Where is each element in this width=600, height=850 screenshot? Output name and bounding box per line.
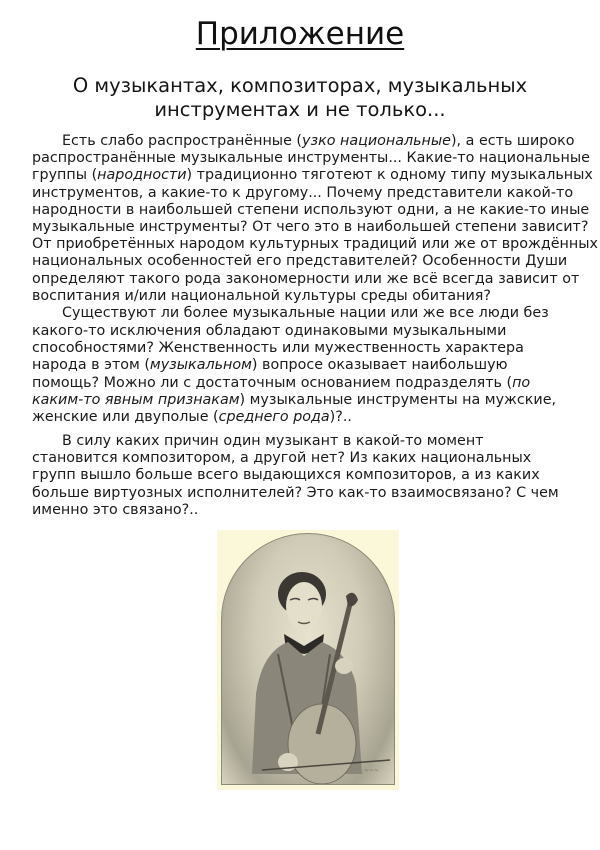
text-line bbox=[32, 253, 592, 270]
text-segment: Существуют ли более музыкальные нации или же все люди без bbox=[62, 305, 549, 322]
text-segment: В силу каких причин один музыкант в какой-то момент bbox=[62, 433, 484, 449]
italic-text: народности bbox=[97, 167, 187, 184]
text-segment: инструментов, а какие-то к другому... Почему представители какой-то bbox=[32, 184, 574, 201]
text-line bbox=[32, 409, 592, 426]
text-line bbox=[32, 150, 592, 167]
subtitle-line: О музыкантах, композиторах, музыкальных bbox=[72, 74, 528, 97]
text-line bbox=[32, 271, 592, 288]
text-segment: групп вышло больше всего выдающихся композиторов, а из каких bbox=[32, 467, 540, 484]
text-segment: способностями? Женственность или мужественность характера bbox=[32, 340, 524, 357]
text-segment: определяют такого рода закономерности или же всё всегда зависит от bbox=[32, 270, 580, 287]
italic-text: музыкальном bbox=[149, 357, 252, 374]
cellist-drawing-icon bbox=[222, 534, 395, 785]
text-line bbox=[32, 467, 592, 484]
text-line bbox=[32, 357, 592, 374]
portrait-arch-frame bbox=[221, 533, 395, 785]
text-segment: народа в этом ( bbox=[32, 357, 150, 374]
text-segment: Есть слабо распространённые ( bbox=[62, 133, 302, 149]
text-line bbox=[32, 450, 592, 467]
text-line bbox=[32, 323, 592, 340]
italic-text: среднего рода bbox=[218, 409, 330, 426]
italic-text: узко национальные bbox=[302, 133, 451, 149]
text-line bbox=[32, 202, 592, 219]
text-segment: ) вопросе оказывает наибольшую bbox=[251, 357, 508, 374]
svg-text:~~~: ~~~ bbox=[364, 767, 380, 774]
page-title: Приложение bbox=[195, 16, 405, 52]
text-line bbox=[32, 288, 592, 305]
text-segment: От приобретённых народом культурных традиций или же от врождённых bbox=[32, 236, 599, 253]
text-segment: ), а есть широко bbox=[450, 133, 575, 149]
text-segment: национальных особенностей его представителей? Особенности Души bbox=[32, 253, 568, 270]
text-segment: распространённые музыкальные инструменты... Какие-то национальные bbox=[32, 150, 590, 167]
text-line bbox=[32, 392, 592, 409]
text-line bbox=[32, 133, 592, 150]
text-segment: помощь? Можно ли с достаточным основанием подразделять ( bbox=[32, 374, 513, 391]
text-line bbox=[32, 236, 599, 253]
text-line bbox=[32, 375, 592, 392]
text-line bbox=[32, 485, 592, 502]
text-segment: народности в наибольшей степени используют одни, а не какие-то иные bbox=[32, 201, 590, 218]
text-segment: именно это связано?.. bbox=[32, 501, 199, 518]
text-line bbox=[32, 502, 592, 519]
subtitle-line: инструментах и не только... bbox=[154, 98, 446, 121]
text-segment: музыкальные инструменты? От чего это в наибольшей степени зависит? bbox=[32, 219, 589, 236]
italic-text: каким-то явным признакам bbox=[32, 391, 240, 408]
text-line bbox=[32, 167, 592, 184]
text-line bbox=[32, 340, 592, 357]
text-line bbox=[32, 219, 592, 236]
paragraph-1 bbox=[32, 133, 599, 322]
text-line bbox=[32, 305, 592, 322]
page-subtitle bbox=[0, 74, 600, 122]
italic-text: по bbox=[512, 374, 531, 391]
paragraph-3 bbox=[32, 433, 592, 519]
text-segment: воспитания и/или национальной культуры среды обитания? bbox=[32, 287, 491, 304]
text-segment: ) музыкальные инструменты на мужские, bbox=[239, 391, 557, 408]
text-segment: становится композитором, а другой нет? Из каких национальных bbox=[32, 450, 532, 467]
text-segment: женские или двуполые ( bbox=[32, 409, 219, 426]
text-segment: какого-то исключения обладают одинаковыми музыкальными bbox=[32, 323, 507, 339]
cellist-portrait-image bbox=[217, 530, 399, 790]
text-segment: больше виртуозных исполнителей? Это как-то взаимосвязано? С чем bbox=[32, 484, 559, 501]
paragraph-2 bbox=[32, 323, 592, 426]
text-segment: )?.. bbox=[329, 409, 352, 426]
text-line bbox=[32, 185, 592, 202]
text-segment: ) традиционно тяготеют к одному типу музыкальных bbox=[186, 167, 593, 184]
text-segment: группы ( bbox=[32, 167, 98, 184]
text-line bbox=[32, 433, 592, 450]
